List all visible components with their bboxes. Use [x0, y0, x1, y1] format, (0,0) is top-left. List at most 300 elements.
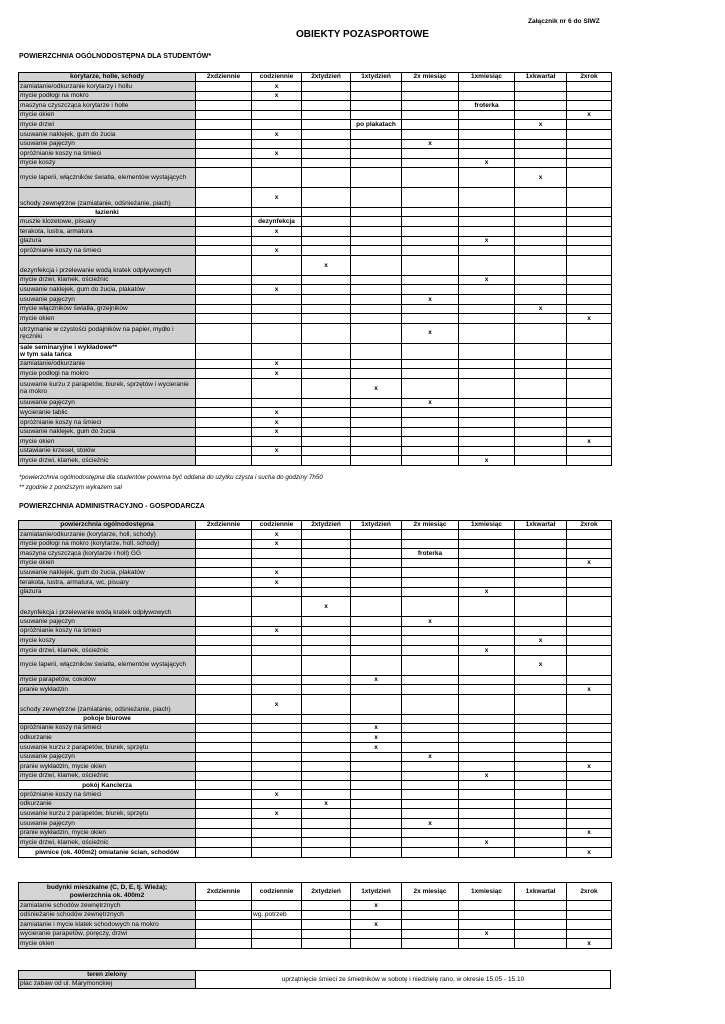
empty-cell: [302, 446, 351, 456]
frequency-mark: x: [252, 626, 302, 636]
empty-cell: [302, 398, 351, 408]
empty-cell: [515, 762, 567, 772]
empty-cell: [567, 819, 612, 829]
frequency-mark: x: [567, 685, 612, 695]
empty-cell: [402, 378, 459, 398]
empty-cell: [459, 694, 515, 714]
empty-cell: [252, 236, 302, 246]
empty-cell: [459, 733, 515, 743]
empty-cell: [302, 91, 351, 101]
empty-cell: [351, 568, 402, 578]
empty-cell: [567, 617, 612, 627]
empty-cell: [351, 762, 402, 772]
empty-cell: [515, 398, 567, 408]
empty-cell: [302, 369, 351, 379]
empty-cell: [302, 246, 351, 256]
empty-cell: [402, 790, 459, 800]
empty-cell: [515, 158, 567, 168]
green-area-table: [18, 970, 611, 989]
empty-cell: [567, 577, 612, 587]
empty-cell: [351, 828, 402, 838]
subsection-heading: pokój Kanclerza: [19, 781, 196, 790]
empty-cell: [196, 158, 252, 168]
frequency-mark: x: [302, 597, 351, 617]
empty-cell: [515, 378, 567, 398]
empty-cell: [302, 626, 351, 636]
empty-cell: [351, 558, 402, 568]
column-header: 1xmiesiąc: [459, 883, 515, 901]
task-label: zamiatanie/odkurzanie (korytarze, holl, schody): [19, 530, 196, 540]
empty-cell: [515, 617, 567, 627]
empty-cell: [351, 369, 402, 379]
empty-cell: [459, 418, 515, 428]
empty-cell: [196, 771, 252, 781]
empty-cell: [196, 617, 252, 627]
empty-cell: [402, 920, 459, 930]
empty-cell: [302, 549, 351, 559]
empty-cell: [567, 790, 612, 800]
footnote-1: *powierzchnia ogólnodostępna dla studentów powinna być oddana do użytku czysta i sucha do godziny 7h50: [19, 474, 323, 481]
empty-cell: [459, 790, 515, 800]
empty-cell: [302, 655, 351, 675]
task-label: opróżnianie koszy na śmieci: [19, 790, 196, 800]
empty-cell: [351, 129, 402, 139]
empty-cell: [196, 168, 252, 188]
task-label: usuwanie pajęczyn: [19, 398, 196, 408]
empty-cell: [302, 168, 351, 188]
empty-cell: [459, 655, 515, 675]
frequency-mark: x: [302, 799, 351, 809]
empty-cell: [515, 82, 567, 92]
empty-cell: [515, 577, 567, 587]
frequency-mark: x: [252, 359, 302, 369]
empty-cell: [302, 188, 351, 208]
empty-cell: [302, 217, 351, 227]
empty-cell: [302, 558, 351, 568]
table-row: [19, 910, 612, 920]
empty-cell: [252, 617, 302, 627]
frequency-mark: dezynfekcja: [252, 217, 302, 227]
task-label: mycie okien: [19, 110, 196, 120]
empty-cell: [302, 828, 351, 838]
task-label: maszyna czyszcząca (korytarze i holl) GG: [19, 549, 196, 559]
empty-cell: [196, 655, 252, 675]
empty-cell: [402, 636, 459, 646]
empty-cell: [196, 359, 252, 369]
frequency-mark: x: [402, 819, 459, 829]
empty-cell: [515, 809, 567, 819]
empty-cell: [567, 246, 612, 256]
empty-cell: [196, 323, 252, 343]
empty-cell: [196, 901, 252, 911]
frequency-mark: x: [402, 139, 459, 149]
empty-cell: [515, 139, 567, 149]
empty-cell: [302, 838, 351, 848]
frequency-mark: x: [459, 456, 515, 466]
frequency-mark: x: [252, 568, 302, 578]
empty-cell: [196, 645, 252, 655]
task-label: mycie koszy: [19, 636, 196, 646]
empty-cell: [402, 901, 459, 911]
empty-cell: [302, 129, 351, 139]
empty-cell: [567, 530, 612, 540]
empty-cell: [402, 838, 459, 848]
empty-cell: [515, 294, 567, 304]
empty-cell: [351, 655, 402, 675]
table-row: [19, 217, 612, 227]
table-row: [19, 91, 612, 101]
column-header: 2x miesiąc: [402, 521, 459, 530]
frequency-mark: x: [567, 828, 612, 838]
frequency-mark: x: [459, 645, 515, 655]
task-label: usuwanie pajęczyn: [19, 752, 196, 762]
task-label: mycie podłogi na mokro: [19, 91, 196, 101]
empty-cell: [252, 120, 302, 130]
task-label: mycie okien: [19, 939, 196, 949]
task-label: mycie podłogi na mokro: [19, 369, 196, 379]
empty-cell: [515, 626, 567, 636]
empty-cell: [351, 910, 402, 920]
table-row: [19, 901, 612, 911]
empty-cell: [302, 790, 351, 800]
empty-cell: [252, 597, 302, 617]
empty-cell: [351, 275, 402, 285]
empty-cell: [567, 149, 612, 159]
empty-cell: [252, 255, 302, 275]
empty-cell: [515, 819, 567, 829]
column-header: 1xkwartał: [515, 883, 567, 901]
table-row: [19, 129, 612, 139]
frequency-mark: x: [515, 120, 567, 130]
empty-cell: [515, 597, 567, 617]
task-label: schody zewnętrzne (zamiatanie, odśnieżanie, piach): [19, 694, 196, 714]
empty-cell: [302, 427, 351, 437]
empty-cell: [567, 549, 612, 559]
empty-cell: [196, 446, 252, 456]
empty-cell: [567, 82, 612, 92]
table-row: [19, 398, 612, 408]
empty-cell: [567, 188, 612, 208]
empty-cell: [459, 636, 515, 646]
empty-cell: [302, 236, 351, 246]
table-row: [19, 456, 612, 466]
frequency-mark: x: [459, 158, 515, 168]
empty-cell: [351, 285, 402, 295]
empty-cell: [515, 369, 567, 379]
empty-cell: [567, 929, 612, 939]
empty-cell: [351, 168, 402, 188]
empty-cell: [196, 437, 252, 447]
empty-cell: [196, 819, 252, 829]
empty-cell: [252, 314, 302, 324]
empty-cell: [459, 427, 515, 437]
empty-cell: [515, 456, 567, 466]
task-label: mycie włączników światła, grzejników: [19, 304, 196, 314]
task-label: dezynfekcja i przelewanie wodą kratek odpływowych: [19, 255, 196, 275]
empty-cell: [196, 294, 252, 304]
empty-cell: [302, 901, 351, 911]
frequency-mark: x: [252, 418, 302, 428]
empty-cell: [402, 188, 459, 208]
empty-cell: [515, 285, 567, 295]
table-row: [19, 246, 612, 256]
empty-cell: [196, 577, 252, 587]
table-row: [19, 733, 612, 743]
empty-cell: [351, 539, 402, 549]
empty-cell: [252, 636, 302, 646]
task-label: usuwanie naklejek, gum do żucia, plakatów: [19, 568, 196, 578]
task-label: zamiatanie schodów zewnętrznych: [19, 901, 196, 911]
table-row: [19, 645, 612, 655]
table-row: [19, 809, 612, 819]
empty-cell: [402, 675, 459, 685]
empty-cell: [252, 456, 302, 466]
empty-cell: [302, 408, 351, 418]
frequency-mark: x: [252, 149, 302, 159]
column-header: 1xtydzień: [351, 883, 402, 901]
empty-cell: [402, 369, 459, 379]
empty-cell: [196, 456, 252, 466]
task-label: mycie laperii, włączników światła, elementów wystających: [19, 168, 196, 188]
empty-cell: [351, 771, 402, 781]
frequency-mark: x: [567, 939, 612, 949]
empty-cell: [402, 597, 459, 617]
empty-cell: [196, 236, 252, 246]
column-header: 2xrok: [567, 883, 612, 901]
empty-cell: [196, 568, 252, 578]
table-row: [19, 275, 612, 285]
empty-cell: [459, 314, 515, 324]
subsection-line: w tym sala tańca: [20, 351, 72, 359]
empty-cell: [402, 799, 459, 809]
table-row: [19, 819, 612, 829]
table-row: [19, 929, 612, 939]
empty-cell: [459, 675, 515, 685]
empty-cell: [515, 323, 567, 343]
empty-cell: [459, 149, 515, 159]
table-row: [19, 188, 612, 208]
empty-cell: [302, 819, 351, 829]
empty-cell: [567, 217, 612, 227]
empty-cell: [302, 847, 351, 857]
column-header: 2xtydzień: [302, 521, 351, 530]
empty-cell: [515, 838, 567, 848]
empty-cell: [459, 723, 515, 733]
empty-cell: [196, 427, 252, 437]
empty-cell: [402, 120, 459, 130]
empty-cell: [196, 149, 252, 159]
empty-cell: [351, 597, 402, 617]
empty-cell: [252, 939, 302, 949]
table-row: [19, 285, 612, 295]
table-row: [19, 437, 612, 447]
empty-cell: [515, 437, 567, 447]
table-row: [19, 530, 612, 540]
frequency-mark: x: [252, 129, 302, 139]
empty-cell: [196, 752, 252, 762]
task-label: mycie okien: [19, 437, 196, 447]
empty-cell: [302, 929, 351, 939]
empty-cell: [567, 587, 612, 597]
empty-cell: [302, 149, 351, 159]
empty-cell: [302, 617, 351, 627]
table-row: [19, 120, 612, 130]
empty-cell: [402, 437, 459, 447]
empty-cell: [567, 675, 612, 685]
frequency-mark: x: [351, 675, 402, 685]
empty-cell: [402, 255, 459, 275]
empty-cell: [351, 158, 402, 168]
empty-cell: [567, 129, 612, 139]
empty-cell: [351, 446, 402, 456]
table-row: [19, 685, 612, 695]
empty-cell: [252, 838, 302, 848]
empty-cell: [302, 101, 351, 111]
empty-cell: [252, 275, 302, 285]
empty-cell: [196, 723, 252, 733]
empty-cell: [459, 369, 515, 379]
footnote-2: ** zgodnie z poniższym wykazem sal: [19, 484, 122, 491]
empty-cell: [567, 408, 612, 418]
empty-cell: [196, 120, 252, 130]
task-label: zamiatanie/odkurzanie korytarzy i hollu: [19, 82, 196, 92]
column-header: 1xtydzień: [351, 73, 402, 82]
task-label: usuwanie naklejek, gum do żucia, plakatów: [19, 285, 196, 295]
task-label: mycie drzwi, klamek, ościeżnic: [19, 645, 196, 655]
table-row: [19, 446, 612, 456]
empty-cell: [567, 752, 612, 762]
empty-cell: [302, 314, 351, 324]
empty-cell: [196, 799, 252, 809]
empty-cell: [402, 82, 459, 92]
task-label: mycie drzwi, klamek, ościeżnic: [19, 275, 196, 285]
frequency-mark: x: [459, 236, 515, 246]
empty-cell: [196, 597, 252, 617]
empty-cell: [567, 101, 612, 111]
frequency-mark: x: [567, 847, 612, 857]
empty-cell: [402, 285, 459, 295]
empty-cell: [402, 733, 459, 743]
empty-cell: [567, 168, 612, 188]
empty-cell: [302, 939, 351, 949]
empty-cell: [302, 762, 351, 772]
empty-cell: [252, 675, 302, 685]
empty-cell: [351, 645, 402, 655]
empty-cell: [252, 847, 302, 857]
empty-cell: [402, 809, 459, 819]
empty-cell: [351, 304, 402, 314]
column-header: 2xdziennie: [196, 73, 252, 82]
table-row: [19, 752, 612, 762]
task-label: opróżnianie koszy na śmieci: [19, 418, 196, 428]
empty-cell: [459, 437, 515, 447]
table-row: [19, 408, 612, 418]
table-row: [19, 226, 612, 236]
empty-cell: [252, 752, 302, 762]
empty-cell: [459, 110, 515, 120]
empty-cell: [515, 920, 567, 930]
frequency-mark: x: [459, 275, 515, 285]
empty-cell: [196, 636, 252, 646]
empty-cell: [515, 446, 567, 456]
frequency-mark: x: [252, 82, 302, 92]
empty-cell: [567, 771, 612, 781]
empty-cell: [302, 275, 351, 285]
empty-cell: [402, 847, 459, 857]
empty-cell: [196, 255, 252, 275]
task-label: mycie koszy: [19, 158, 196, 168]
empty-cell: [515, 91, 567, 101]
task-label: mycie parapetów, cokołów: [19, 675, 196, 685]
column-header: 1xmiesiąc: [459, 521, 515, 530]
task-label: wycieranie tablic: [19, 408, 196, 418]
column-header: 2xdziennie: [196, 883, 252, 901]
frequency-mark: x: [567, 110, 612, 120]
task-label: opróżnianie koszy na śmieci: [19, 626, 196, 636]
empty-cell: [351, 847, 402, 857]
frequency-mark: x: [351, 733, 402, 743]
empty-cell: [459, 359, 515, 369]
task-label: usuwanie pajęczyn: [19, 617, 196, 627]
empty-cell: [515, 723, 567, 733]
empty-cell: [351, 82, 402, 92]
table-row: [19, 636, 612, 646]
empty-cell: [302, 694, 351, 714]
frequency-mark: x: [459, 587, 515, 597]
empty-cell: [567, 694, 612, 714]
table-row: [19, 101, 612, 111]
empty-cell: [252, 901, 302, 911]
task-label: usuwanie naklejek, gum do żucia: [19, 129, 196, 139]
empty-cell: [252, 742, 302, 752]
column-header: 2xrok: [567, 521, 612, 530]
empty-cell: [459, 294, 515, 304]
empty-cell: [252, 437, 302, 447]
empty-cell: [515, 418, 567, 428]
frequency-mark: x: [402, 752, 459, 762]
empty-cell: [402, 742, 459, 752]
empty-cell: [515, 110, 567, 120]
column-header: 2xrok: [567, 73, 612, 82]
empty-cell: [252, 828, 302, 838]
empty-cell: [302, 723, 351, 733]
empty-cell: [302, 378, 351, 398]
empty-cell: [402, 929, 459, 939]
empty-cell: [351, 549, 402, 559]
empty-cell: [515, 675, 567, 685]
table-row: [19, 799, 612, 809]
empty-cell: [196, 101, 252, 111]
empty-cell: [402, 645, 459, 655]
frequency-mark: x: [351, 901, 402, 911]
empty-cell: [351, 790, 402, 800]
empty-cell: [402, 539, 459, 549]
empty-cell: [351, 685, 402, 695]
table-row: [19, 694, 612, 714]
task-label: mycie laperii, włączników światła, elementów wystających: [19, 655, 196, 675]
empty-cell: [459, 626, 515, 636]
frequency-mark: x: [351, 742, 402, 752]
empty-cell: [515, 929, 567, 939]
empty-cell: [459, 246, 515, 256]
table-row: [19, 236, 612, 246]
admin-area-table: [18, 520, 612, 858]
empty-cell: [402, 217, 459, 227]
empty-cell: [515, 149, 567, 159]
task-label: mycie okien: [19, 558, 196, 568]
task-label: utrzymanie w czystości podajników na papier, mydło i ręczniki: [19, 323, 196, 343]
empty-cell: [515, 246, 567, 256]
